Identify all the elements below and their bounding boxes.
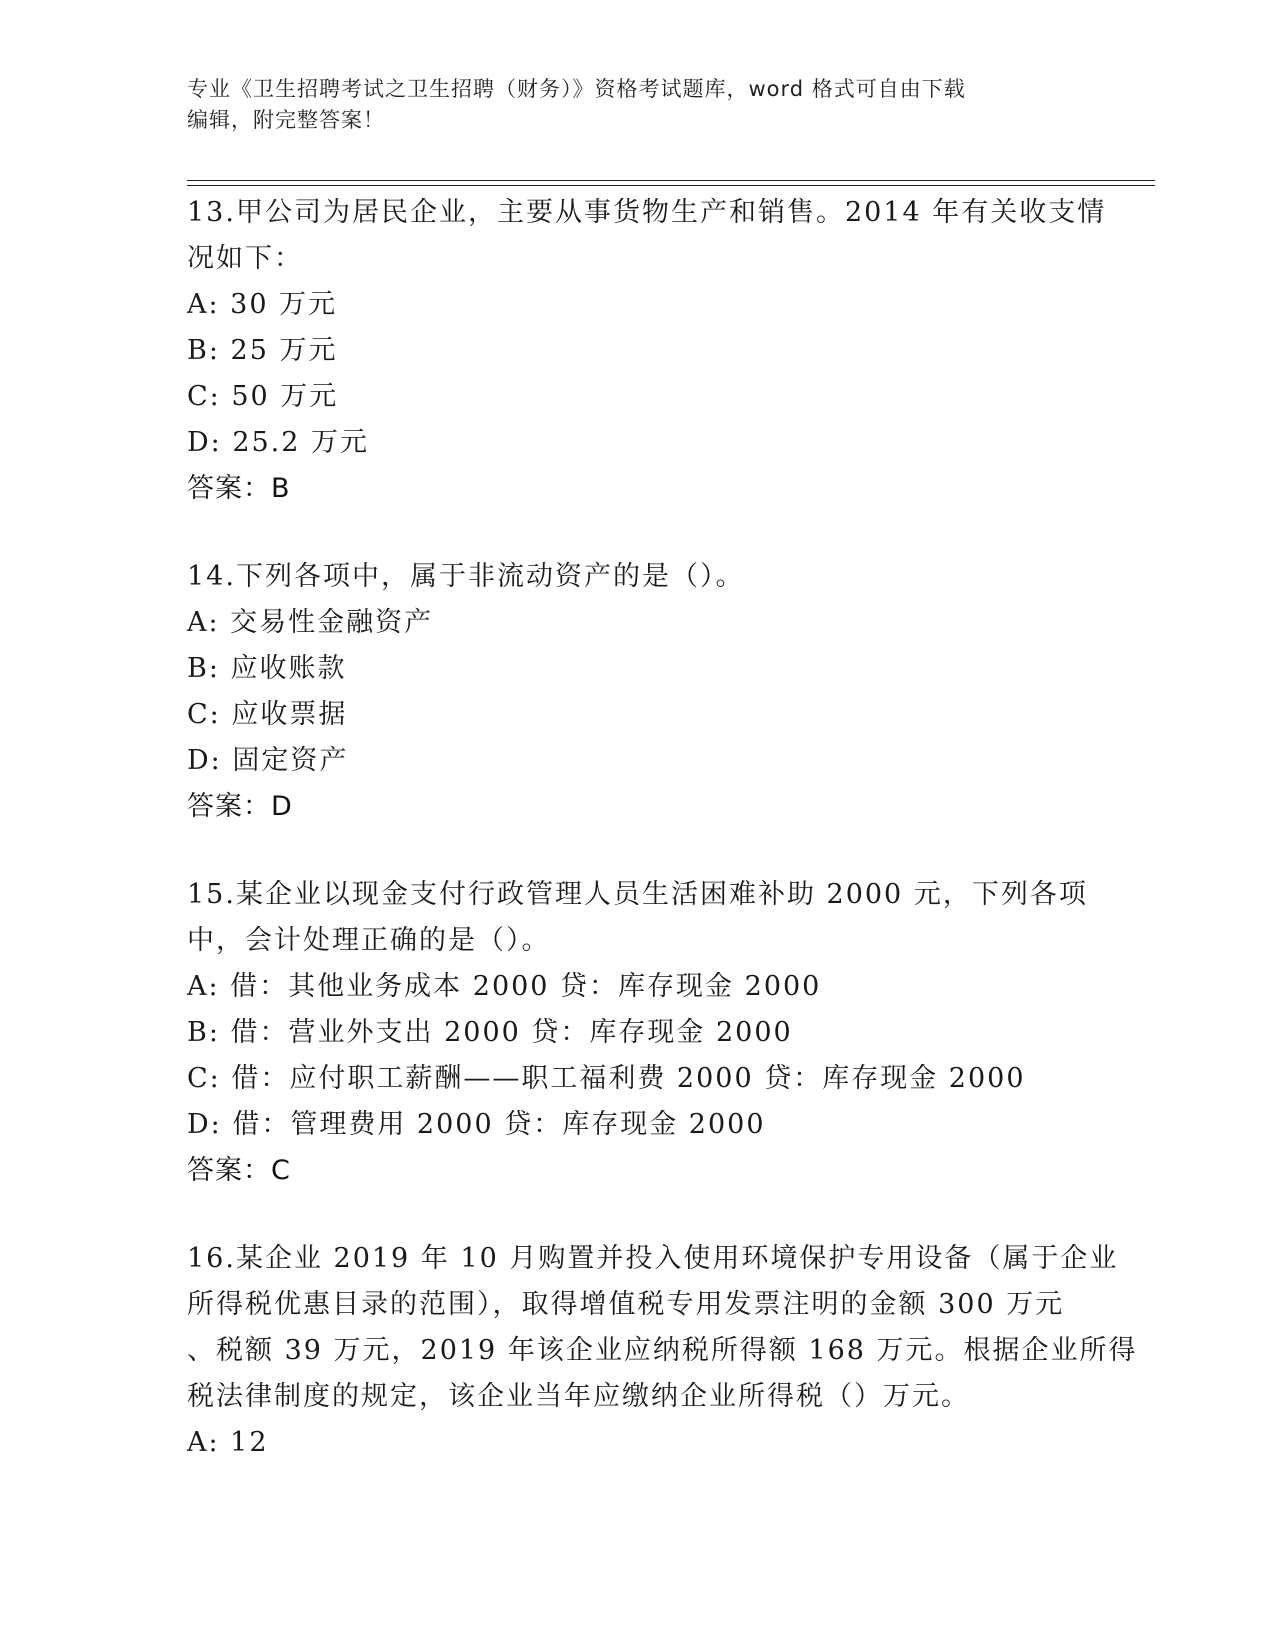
option-b: B: 借：营业外支出 2000 贷：库存现金 2000 <box>187 1017 793 1048</box>
question-16 <box>187 1236 1138 1466</box>
question-stem: 14.下列各项中，属于非流动资产的是（）。 <box>187 561 745 592</box>
option-b: B: 25 万元 <box>187 335 338 366</box>
option-a: A: 借：其他业务成本 2000 贷：库存现金 2000 <box>187 971 822 1002</box>
question-stem: 税法律制度的规定，该企业当年应缴纳企业所得税（）万元。 <box>187 1381 970 1412</box>
option-d: D: 借：管理费用 2000 贷：库存现金 2000 <box>187 1109 766 1140</box>
option-a: A: 交易性金融资产 <box>187 607 434 638</box>
question-14 <box>187 554 1087 830</box>
question-stem: 15.某企业以现金支付行政管理人员生活困难补助 2000 元，下列各项 <box>187 879 1088 910</box>
question-stem: 16.某企业 2019 年 10 月购置并投入使用环境保护专用设备（属于企业 <box>187 1243 1119 1274</box>
document-header <box>187 74 1087 136</box>
answer-key: 答案：C <box>187 1155 291 1186</box>
answer-key: 答案：D <box>187 791 293 822</box>
question-list <box>187 190 1138 1508</box>
answer-key: 答案：B <box>187 473 291 504</box>
header-divider-top <box>187 180 1155 181</box>
option-b: B: 应收账款 <box>187 653 347 684</box>
option-a: A: 12 <box>187 1427 269 1458</box>
question-stem: 13.甲公司为居民企业，主要从事货物生产和销售。2014 年有关收支情 <box>187 197 1107 228</box>
question-stem: 、税额 39 万元，2019 年该企业应纳税所得额 168 万元。根据企业所得 <box>187 1335 1138 1366</box>
option-c: C: 50 万元 <box>187 381 339 412</box>
question-13 <box>187 190 1107 512</box>
header-divider-bottom <box>187 185 1155 186</box>
header-line-2: 编辑，附完整答案！ <box>187 108 385 132</box>
question-stem: 所得税优惠目录的范围），取得增值税专用发票注明的金额 300 万元 <box>187 1289 1065 1320</box>
option-d: D: 固定资产 <box>187 745 349 776</box>
question-stem: 况如下： <box>187 243 303 274</box>
option-d: D: 25.2 万元 <box>187 427 370 458</box>
question-15 <box>187 872 1087 1194</box>
option-a: A: 30 万元 <box>187 289 338 320</box>
option-c: C: 借：应付职工薪酬——职工福利费 2000 贷：库存现金 2000 <box>187 1063 1026 1094</box>
header-line-1: 专业《卫生招聘考试之卫生招聘（财务）》资格考试题库，word 格式可自由下载 <box>187 77 966 101</box>
question-stem: 中，会计处理正确的是（）。 <box>187 925 551 956</box>
option-c: C: 应收票据 <box>187 699 348 730</box>
